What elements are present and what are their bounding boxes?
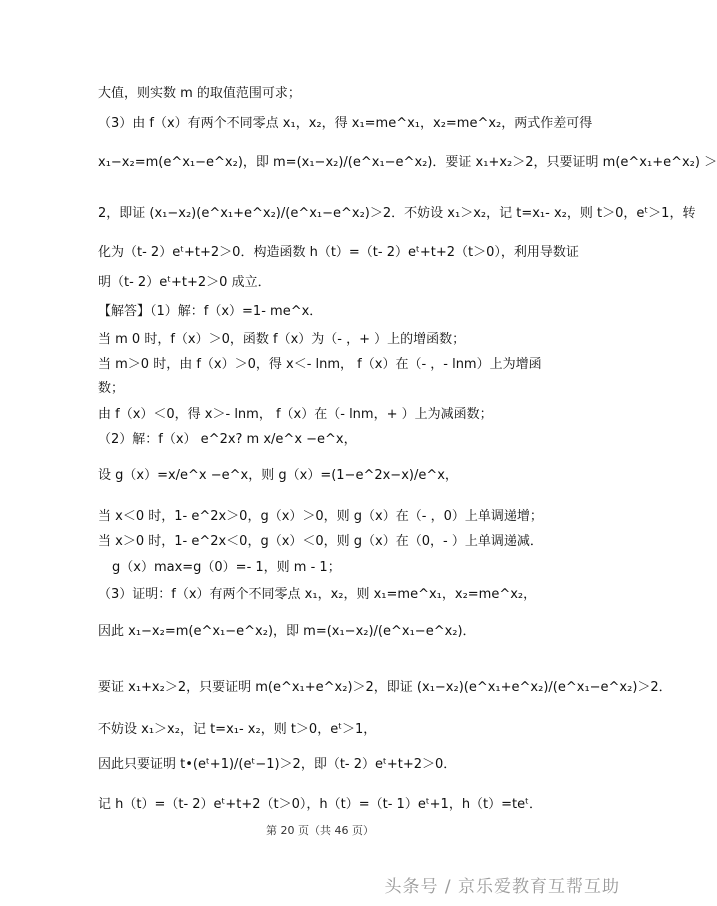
text-line: （3）由 f（x）有两个不同零点 x₁，x₂，得 x₁=me^x₁，x₂=me^x₂，两式作差可得 xyxy=(98,116,593,131)
text-line: 【解答】（1）解：f（x）=1- me^x． xyxy=(98,304,323,319)
page-number-footer: 第 20 页（共 46 页） xyxy=(266,824,374,837)
text-line: 2，即证 (x₁−x₂)(e^x₁+e^x₂)/(e^x₁−e^x₂)＞2．不妨设 x₁＞x₂，记 t=x₁- x₂，则 t＞0，eᵗ＞1，转 xyxy=(98,206,696,221)
text-line: 当 x＜0 时，1- e^2x＞0，g（x）＞0，则 g（x）在（- ，0）上单调递增； xyxy=(98,509,543,524)
text-line: 化为（t- 2）eᵗ+t+2＞0．构造函数 h（t）=（t- 2）eᵗ+t+2（t＞0），利用导数证 xyxy=(98,245,579,260)
text-line: （2）解：f（x） e^2x? m x/e^x −e^x， xyxy=(98,432,357,447)
text-line: 设 g（x）=x/e^x −e^x，则 g（x）=(1−e^2x−x)/e^x， xyxy=(98,468,458,483)
text-line: g（x）max=g（0）=- 1，则 m - 1； xyxy=(112,560,341,575)
text-line: x₁−x₂=m(e^x₁−e^x₂)，即 m=(x₁−x₂)/(e^x₁−e^x₂)．要证 x₁+x₂＞2，只要证明 m(e^x₁+e^x₂) ＞ xyxy=(98,155,717,170)
text-line: 不妨设 x₁＞x₂，记 t=x₁- x₂，则 t＞0，eᵗ＞1， xyxy=(98,722,377,737)
text-line: 因此只要证明 t•(eᵗ+1)/(eᵗ−1)＞2，即（t- 2）eᵗ+t+2＞0． xyxy=(98,757,457,772)
text-line: 记 h（t）=（t- 2）eᵗ+t+2（t＞0），h（t）=（t- 1）eᵗ+1，h（t）=teᵗ． xyxy=(98,797,542,812)
text-line: 明（t- 2）eᵗ+t+2＞0 成立． xyxy=(98,275,271,290)
text-line: 数； xyxy=(98,381,125,396)
text-line: （3）证明：f（x）有两个不同零点 x₁，x₂，则 x₁=me^x₁，x₂=me^x₂， xyxy=(98,587,537,602)
text-line: 要证 x₁+x₂＞2，只要证明 m(e^x₁+e^x₂)＞2，即证 (x₁−x₂)(e^x₁+e^x₂)/(e^x₁−e^x₂)＞2． xyxy=(98,680,672,695)
text-line: 当 m 0 时，f（x）＞0，函数 f（x）为（- ，+ ）上的增函数； xyxy=(98,332,466,347)
text-line: 因此 x₁−x₂=m(e^x₁−e^x₂)，即 m=(x₁−x₂)/(e^x₁−e^x₂)． xyxy=(98,624,476,639)
watermark-text: 头条号 / 京乐爱教育互帮互助 xyxy=(384,877,620,897)
text-line: 由 f（x）＜0，得 x＞- lnm， f（x）在（- lnm，+ ）上为减函数； xyxy=(98,407,493,422)
text-line: 当 x＞0 时，1- e^2x＜0，g（x）＜0，则 g（x）在（0，- ）上单调递减． xyxy=(98,534,543,549)
text-line: 大值，则实数 m 的取值范围可求； xyxy=(98,86,301,101)
text-line: 当 m＞0 时，由 f（x）＞0，得 x＜- lnm， f（x）在（- ，- lnm）上为增函 xyxy=(98,357,542,372)
